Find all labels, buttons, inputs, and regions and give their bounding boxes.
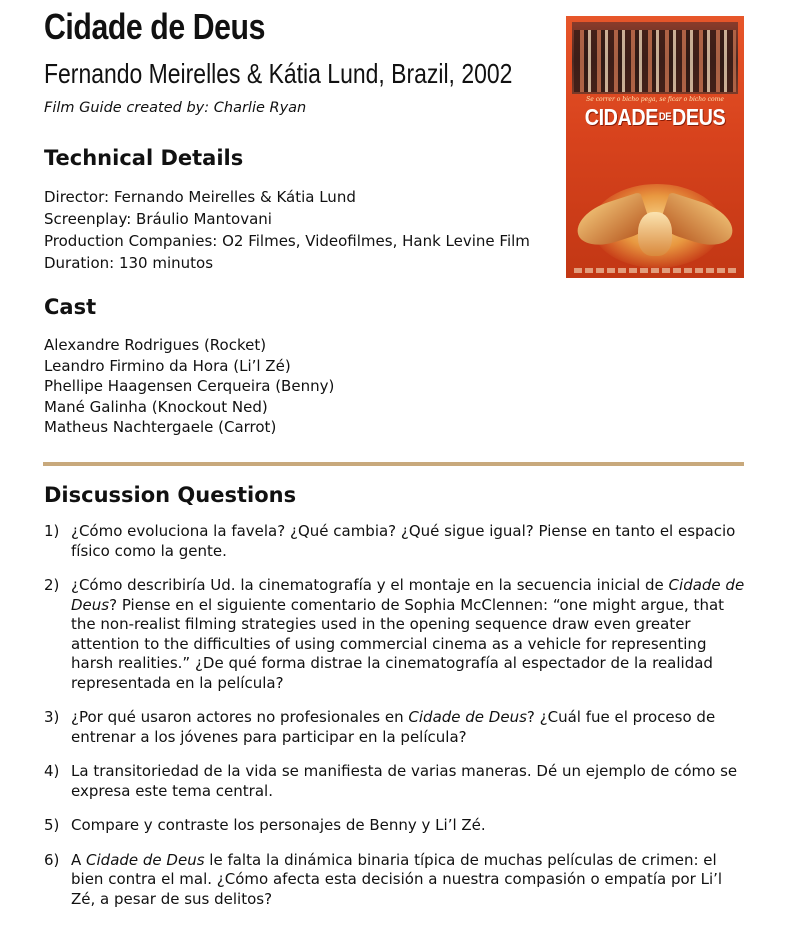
discussion-questions-list	[44, 522, 750, 924]
guide-author-byline: Film Guide created by: Charlie Ryan	[44, 100, 307, 116]
film-title-italic: Deus	[71, 595, 110, 614]
question-line: Zé, a pesar de sus delitos?	[71, 889, 273, 908]
poster-title-word-1: CIDADE	[584, 104, 658, 130]
question-number: 4)	[44, 762, 60, 780]
question-item	[44, 522, 750, 561]
film-title-italic: Cidade de Deus	[86, 850, 205, 869]
question-number: 2)	[44, 576, 60, 594]
question-line: bien contra el mal. ¿Cómo afecta esta decisión a nuestra compasión o empatía por Li’l	[71, 870, 723, 888]
question-text: le falta la dinámica binaria típica de muchas películas de crimen: el	[204, 850, 717, 869]
question-line: attention to the difficulties of using commercial cinema as a vehicle for representing	[71, 634, 707, 653]
question-text: ¿Por qué usaron actores no profesionales en	[71, 708, 409, 726]
poster-title-word-2: DE	[658, 111, 672, 123]
question-line: expresa este tema central.	[71, 781, 273, 800]
question-line	[71, 596, 750, 616]
poster-title-word-3: DEUS	[671, 104, 726, 130]
question-text: ? Piense en el siguiente comentario de Sophia McClennen: “one might argue, that	[109, 595, 725, 614]
question-number: 1)	[44, 522, 60, 540]
question-item	[44, 816, 750, 836]
film-title-italic: Cidade de Deus	[408, 708, 527, 726]
question-item	[44, 708, 750, 747]
poster-title	[578, 104, 731, 131]
cast-item: Phellipe Haagensen Cerqueira (Benny)	[44, 377, 335, 395]
director-line: Director: Fernando Meirelles & Kátia Lund	[44, 188, 356, 206]
movie-poster-image	[566, 16, 744, 278]
question-number: 5)	[44, 816, 60, 834]
section-divider	[43, 462, 744, 466]
cast-heading: Cast	[44, 295, 97, 319]
question-text: ? ¿Cuál fue el proceso de	[526, 708, 716, 726]
poster-tagline: Se correr o bicho pega, se ficar o bicho come	[586, 96, 724, 103]
cast-item: Matheus Nachtergaele (Carrot)	[44, 418, 277, 436]
question-line: La transitoriedad de la vida se manifiesta de varias maneras. Dé un ejemplo de cómo se	[71, 762, 738, 780]
question-line: entrenar a los jóvenes para participar en la película?	[71, 727, 467, 746]
discussion-questions-heading: Discussion Questions	[44, 483, 297, 507]
page-title: Cidade de Deus	[44, 6, 265, 47]
cast-list	[44, 335, 334, 438]
cast-item: Alexandre Rodrigues (Rocket)	[44, 336, 267, 354]
question-number: 6)	[44, 850, 60, 869]
question-line: ¿Cómo evoluciona la favela? ¿Qué cambia? ¿Qué sigue igual? Piense en tanto el espacio	[71, 522, 736, 540]
cast-item: Mané Galinha (Knockout Ned)	[44, 397, 268, 416]
question-line: representada en la película?	[71, 673, 284, 692]
question-line	[71, 708, 750, 728]
question-line: Compare y contraste los personajes de Benny y Li’l Zé.	[71, 816, 486, 834]
poster-credits-block	[574, 268, 736, 273]
question-item	[44, 576, 750, 693]
technical-details-list	[44, 186, 530, 274]
question-item	[44, 762, 750, 801]
technical-details-heading: Technical Details	[44, 146, 244, 170]
film-title-italic: Cidade de	[668, 576, 745, 594]
question-line	[71, 851, 750, 871]
chicken-icon	[638, 212, 672, 256]
question-item	[44, 851, 750, 910]
question-text: ¿Cómo describiría Ud. la cinematografía y el montaje en la secuencia inicial de	[71, 576, 669, 594]
production-line: Production Companies: O2 Filmes, Videofilmes, Hank Levine Film	[44, 232, 530, 250]
question-line	[71, 576, 750, 596]
question-number: 3)	[44, 708, 60, 726]
question-line: the non-realist filming strategies used in the opening sequence draw even greater	[71, 615, 691, 633]
question-line: harsh realities.” ¿De qué forma distrae la cinematografía al espectador de la realidad	[71, 654, 713, 672]
poster-crowd-figures	[574, 30, 736, 92]
screenplay-line: Screenplay: Bráulio Mantovani	[44, 210, 272, 228]
film-credit-subtitle: Fernando Meirelles & Kátia Lund, Brazil, 2002	[44, 58, 513, 89]
question-text: A	[71, 850, 87, 869]
question-line: físico como la gente.	[71, 541, 227, 560]
duration-line: Duration: 130 minutos	[44, 254, 214, 272]
cast-item: Leandro Firmino da Hora (Li’l Zé)	[44, 356, 291, 375]
